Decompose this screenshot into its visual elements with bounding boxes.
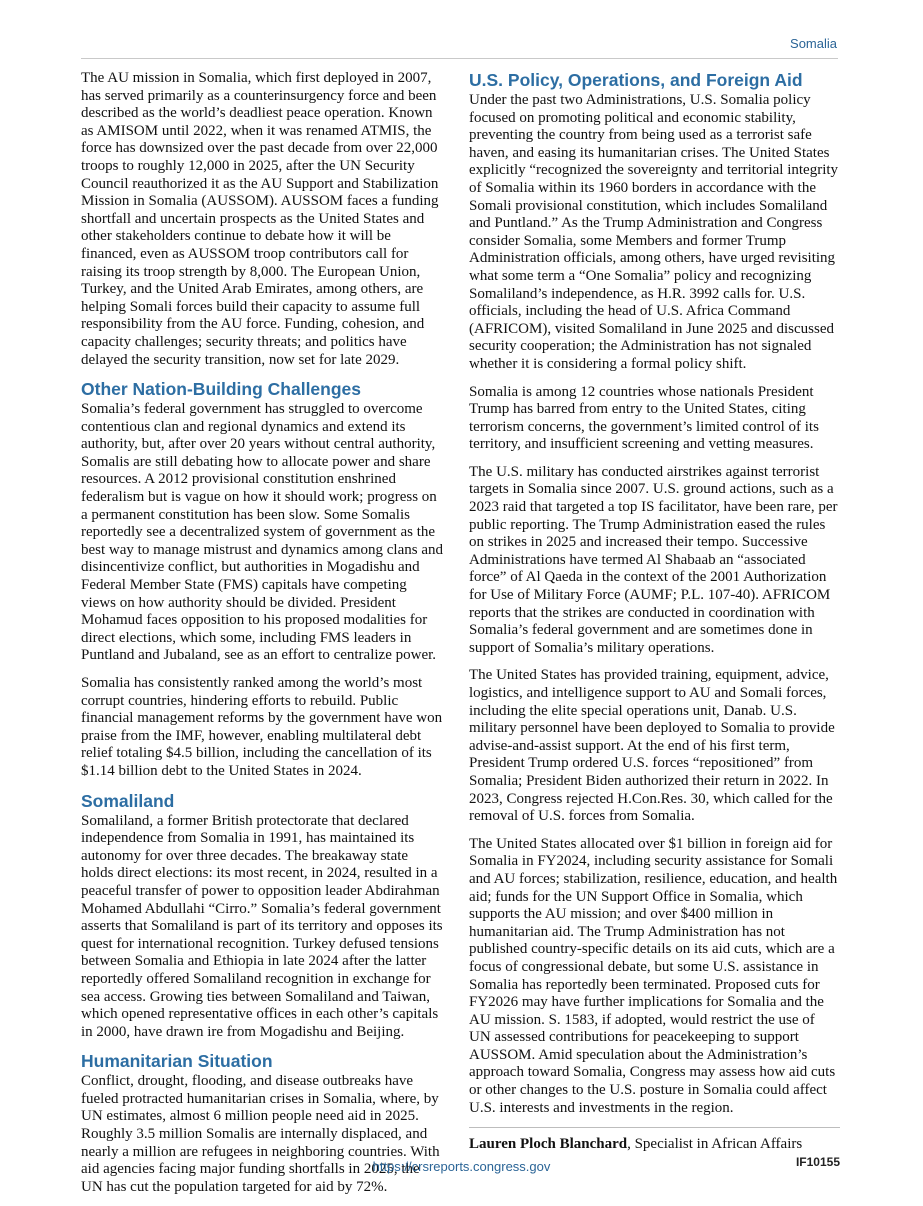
policy-paragraph-2: Somalia is among 12 countries whose nationals President Trump has barred from entry to the United States, citing terrorism concerns, the government’s limited control of its territory, and insufficient screening and vetting measures. — [469, 383, 819, 453]
somaliland-heading: Somaliland — [81, 790, 175, 811]
humanitarian-heading: Humanitarian Situation — [81, 1051, 273, 1072]
document-id: IF10155 — [795, 1155, 840, 1169]
left-column — [81, 70, 443, 1206]
humanitarian-paragraph: Conflict, drought, flooding, and disease outbreaks have fueled protracted humanitarian crises in Somalia, where, by UN estimates, almost 6 million people need aid in 2025. Roughly 3.5 million Somalis are internally displaced, and nearly a million are refugees in neighboring countries. With aid agencies facing major funding shortfalls in 2025, the UN has cut the population targeted for aid by 72%. — [81, 1073, 440, 1195]
nation-building-paragraph-2: Somalia has consistently ranked among the world’s most corrupt countries, hindering efforts to rebuild. Public financial management reforms by the government have won praise from the IMF, however, enabling multilateral debt relief totaling $4.5 billion, including the cancellation of its $1.14 billion debt to the United States in 2024. — [81, 675, 443, 779]
author-name: Lauren Ploch Blanchard — [469, 1136, 628, 1153]
policy-paragraph-4: The United States has provided training, equipment, advice, logistics, and intelligence support to AU and Somali forces, including the elite special operations unit, Danab. U.S. military personnel have been deployed to Somalia to provide advise-and-assist support. At the end of his first term, President Trump ordered U.S. forces “repositioned” from Somalia; President Biden authorized their return in 2022. In 2023, Congress rejected H.Con.Res. 30, which called for the removal of U.S. forces from Somalia. — [469, 667, 835, 825]
header-title: Somalia — [790, 36, 837, 51]
intro-paragraph: The AU mission in Somalia, which first deployed in 2007, has served primarily as a counterinsurgency force and been described as the world’s deadliest peace operation. Known as AMISOM until 2022, when it was renamed ATMIS, the force has downsized over the past decade from over 22,000 troops to roughly 12,000 in 2025, after the UN Security Council reauthorized it as the AU Support and Stabilization Mission in Somalia (AUSSOM). AUSSOM faces a funding shortfall and uncertain prospects as the United States and other stakeholders continue to debate how it will be financed, even as AUSSOM troop contributors call for raising its troop strength by 8,000. The European Union, Turkey, and the United Arab Emirates, among others, are helping Somali forces build their capacity to assume full responsibility from the AU force. Funding, cohesion, and capacity challenges; security threats; and politics have delayed the security transition, now set for late 2029. — [81, 70, 439, 368]
policy-paragraph-5: The United States allocated over $1 billion in foreign aid for Somalia in FY2024, including security assistance for Somali and AU forces; stabilization, resilience, education, and health aid; funds for the UN Support Office in Somalia, which supports the AU mission; and over $400 million in humanitarian aid. The Trump Administration has not published country-specific details on its aid cuts, which are a focus of congressional debate, but some U.S. assistance in Somalia has reportedly been terminated. Proposed cuts for FY2026 may have further implications for Somalia and the AU mission. S. 1583, if adopted, would restrict the use of UN assessed contributions for peacekeeping to support AUSSOM. Amid speculation about the Administration’s approach toward Somalia, Congress may assess how aid cuts or other changes to the U.S. posture in Somalia could affect U.S. interests and investments in the region. — [469, 835, 838, 1116]
somaliland-paragraph: Somaliland, a former British protectorate that declared independence from Somalia in 1991, has maintained its autonomy for over three decades. The breakaway state holds direct elections: its most recent, in 2024, resulted in a peaceful transfer of power to opposition leader Abdirahman Mohamed Abdullahi “Cirro.” Somalia’s federal government asserts that Somaliland is part of its territory and opposes its quest for international recognition. Turkey defused tensions between Somalia and Ethiopia in late 2024 after the latter reportedly offered Somaliland recognition in exchange for sea access. Growing ties between Somaliland and Taiwan, which opened representative offices in each other’s capitals in 2000, have drawn ire from Mogadishu and Beijing. — [81, 812, 443, 1040]
policy-paragraph-1: Under the past two Administrations, U.S. Somalia policy focused on promoting political and economic stability, preventing the country from being used as a terrorist safe haven, and easing its humanitarian crises. The United States explicitly “recognized the sovereignty and territorial integrity of Somalia within its 1960 borders in accordance with the Somali provisional constitution, which includes Somaliland and Puntland.” As the Trump Administration and Congress consider Somalia, some Members and former Trump Administration officials, among others, have urged revisiting what some term a “One Somalia” policy and recognizing Somaliland’s independence, as H.R. 3992 calls for. U.S. officials, including the head of U.S. Africa Command (AFRICOM), visited Somaliland in June 2025 and discussed security cooperation; the Administration has not signaled whether it is considering a formal policy shift. — [469, 92, 839, 372]
footer-url-link[interactable]: https://crsreports.congress.gov — [372, 1159, 551, 1174]
author-line — [469, 1136, 840, 1154]
policy-paragraph-3: The U.S. military has conducted airstrikes against terrorist targets in Somalia since 2007. U.S. ground actions, such as a 2023 raid that targeted a top IS facilitator, have been rare, per public reporting. The Trump Administration eased the rules on strikes in 2025 and increased their tempo. Successive Administrations have termed Al Shabaab an “associated force” of Al Qaeda in the context of the 2001 Authorization for Use of Military Force (AUMF; P.L. 107-40). AFRICOM reports that the strikes are conducted in coordination with Somalia’s federal government and are sometimes done in support of Somalia’s military operations. — [469, 463, 838, 656]
author-divider — [469, 1127, 840, 1128]
nation-building-paragraph-1: Somalia’s federal government has struggled to overcome contentious clan and regional dynamics and extend its authority, but, after over 20 years without central authority, Somalis are still debating how to allocate power and share resources. A 2012 provisional constitution enshrined federalism but is vague on how it should work; progress on a permanent constitution has been slow. Some Somalis reportedly see a decentralized system of government as the best way to manage mistrust and dynamics among clans and disincentivize conflict, but authorities in Mogadishu and Federal Member State (FMS) capitals have competing views on how authority should be divided. President Mohamud faces opposition to his proposed modalities for direct elections, which some, including FMS leaders in Puntland and Jubaland, see as an effort to centralize power. — [81, 401, 443, 664]
right-column — [469, 70, 840, 1164]
header-divider — [81, 58, 838, 59]
policy-heading: U.S. Policy, Operations, and Foreign Aid — [469, 70, 803, 90]
author-title: , Specialist in African Affairs — [627, 1136, 803, 1153]
nation-building-heading: Other Nation-Building Challenges — [81, 379, 362, 400]
